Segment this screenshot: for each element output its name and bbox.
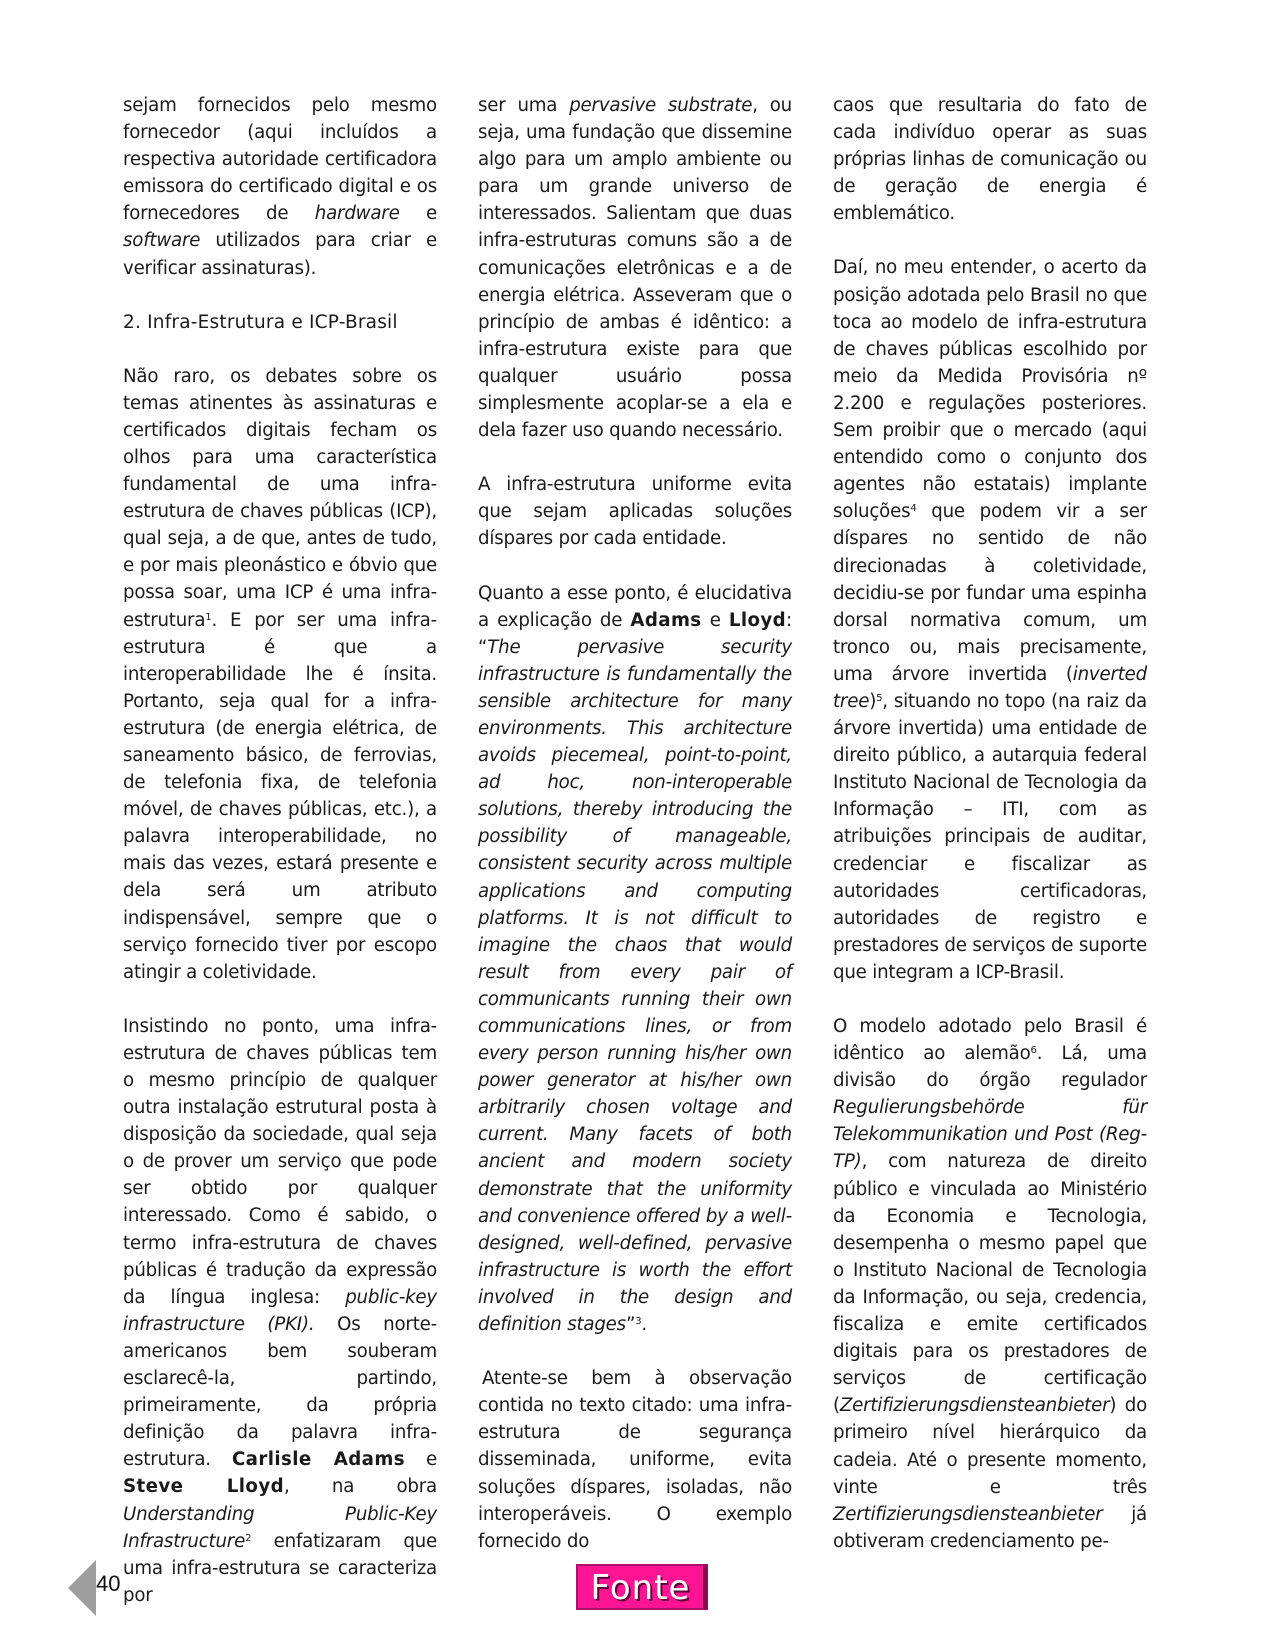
text: Não raro, os debates sobre os temas atinentes às assinaturas e certificados digitais fecham os olhos para uma característica fundamental de uma infra-estrutura de chaves públicas (ICP), qual seja, a de que, antes de tudo, e por mais pleonástico e óbvio que possa soar, uma ICP é uma infra-estrutura: [123, 365, 437, 631]
book-title: Understanding Public-Key Infrastructure: [123, 1503, 437, 1552]
text: Os norte-americanos bem souberam esclarecê-la, partindo, primeiramente, da própria definição da palavra infra-estrutura.: [123, 1313, 437, 1471]
paragraph: Atente-se bem à observação contida no texto citado: uma infra-estrutura de segurança disseminada, uniforme, evita soluções díspares, isoladas, não interoperáveis. O exemplo fornecido do: [478, 1368, 792, 1552]
text: Quanto a esse ponto, é elucidativa a explicação de: [478, 582, 792, 631]
emphasis: Zertifizierungsdiensteanbieter: [839, 1395, 1110, 1417]
text-column-3: [833, 92, 1147, 1582]
text: utilizados para criar e verificar assinaturas).: [123, 230, 437, 279]
paragraph: [478, 580, 792, 1339]
paragraph: caos que resultaria do fato de cada indivíduo operar as suas próprias linhas de comunicação ou de geração de energia é emblemático.: [833, 95, 1147, 225]
triangle-shape: [68, 1560, 96, 1616]
text: . E por ser uma infra-estrutura é que a interoperabilidade lhe é ínsita. Portanto, seja qual for a infra-estrutura (de energia elétrica, de saneamento básico, de ferrovias, de telefonia fixa, de telefonia móvel, de chaves públicas, etc.), a palavra interoperabilidade, no mais das vezes, estará presente e dela será um atributo indispensável, sempre que o serviço fornecido tiver por escopo atingir a coletividade.: [123, 609, 437, 983]
author-name: Carlisle Adams: [231, 1449, 405, 1471]
footnote-ref: 3: [635, 1316, 642, 1328]
text: .: [641, 1314, 647, 1336]
emphasis: hardware: [314, 203, 400, 225]
footnote-ref: 2: [245, 1532, 252, 1544]
text-column-1: [123, 92, 437, 1636]
text: ser uma: [478, 95, 558, 116]
author-name: Lloyd: [728, 609, 787, 631]
text: já obtiveram credenciamento pe-: [833, 1503, 1147, 1552]
emphasis: Zertifizierungsdiensteanbieter: [833, 1503, 1103, 1525]
emphasis: Regulierungsbehörde für Telekommunikation und Post (Reg-TP): [833, 1097, 1147, 1173]
paragraph: [833, 254, 1147, 986]
emphasis: inverted tree: [833, 663, 1147, 712]
text: : “: [478, 609, 792, 658]
paragraph: [123, 92, 437, 282]
footnote-ref: 5: [876, 692, 883, 704]
emphasis: public-key infrastructure (PKI).: [123, 1286, 437, 1335]
text: sejam fornecidos pelo mesmo fornecedor (aqui incluídos a respectiva autoridade certificadora emissora do certificado digital e os fornecedores de: [123, 95, 437, 225]
text: ”: [625, 1314, 636, 1336]
text: O modelo adotado pelo Brasil é idêntico ao alemão: [833, 1016, 1147, 1065]
text: e: [709, 609, 721, 631]
text: e: [426, 203, 437, 225]
paragraph: [478, 92, 792, 444]
text: . Lá, uma divisão do órgão regulador: [833, 1043, 1147, 1092]
text: , com natureza de direito público e vinculada ao Ministério da Economia e Tecnologia, desempenha o mesmo papel que o Instituto Nacional de Tecnologia da Informação, ou seja, credencia, fiscaliza e emite certificados digitais para os prestadores de serviços de certificação (: [833, 1151, 1147, 1417]
page-number: 40: [96, 1571, 121, 1596]
brand-logo: [576, 1564, 708, 1610]
text: ): [869, 690, 877, 712]
block-quote: The pervasive security infrastructure is fundamentally the sensible architecture for many environments. This architecture avoids piecemeal, point-to-point, ad hoc, non-interoperable solutions, thereby introducing the possibility of manageable, consistent security across multiple applications and computing platforms. It is not difficult to imagine the chaos that would result from every pair of communicants running their own communications lines, or from every person running his/her own power generator at his/her own arbitrarily chosen voltage and current. Many facets of both ancient and modern society demonstrate that the uniformity and convenience offered by a well-designed, well-defined, pervasive infrastructure is worth the effort involved in the design and definition stages: [478, 636, 792, 1336]
section-heading: 2. Infra-Estrutura e ICP-Brasil: [123, 311, 398, 333]
paragraph: [123, 1013, 437, 1609]
paragraph: A infra-estrutura uniforme evita que sejam aplicadas soluções díspares por cada entidade.: [478, 474, 792, 550]
text: , na obra: [284, 1476, 438, 1498]
author-name: Steve Lloyd: [123, 1476, 284, 1498]
text: e: [426, 1449, 437, 1471]
text: ) do primeiro nível hierárquico da cadeia. Até o presente momento, vinte e três: [833, 1395, 1147, 1498]
text: que podem vir a ser díspares no sentido de não direcionadas à coletividade, decidiu-se por fundar uma espinha dorsal normativa comum, um tronco ou, mais precisamente, uma árvore invertida (: [833, 501, 1147, 685]
text-column-2: [478, 92, 792, 1582]
paragraph: [123, 363, 437, 986]
footnote-ref: 6: [1030, 1045, 1037, 1057]
emphasis: software: [123, 230, 201, 252]
footnote-ref: 1: [205, 611, 212, 623]
text: enfatizaram que uma infra-estrutura se caracteriza por: [123, 1530, 437, 1606]
footnote-ref: 4: [910, 503, 917, 515]
author-name: Adams: [630, 609, 702, 631]
text: , situando no topo (na raiz da árvore invertida) uma entidade de direito público, a autarquia federal Instituto Nacional de Tecnologia da Informação – ITI, com as atribuições principais de auditar, credenciar e fiscalizar as autoridades certificadoras, autoridades de registro e prestadores de serviços de suporte que integram a ICP-Brasil.: [833, 690, 1147, 983]
text: Insistindo no ponto, uma infra-estrutura de chaves públicas tem o mesmo princípio de qualquer outra instalação estrutural posta à disposição da sociedade, qual seja o de prover um serviço que pode ser obtido por qualquer interessado. Como é sabido, o termo infra-estrutura de chaves públicas é tradução da expressão da língua inglesa:: [123, 1015, 437, 1308]
text: , ou seja, uma fundação que dissemine algo para um amplo ambiente ou para um grande universo de interessados. Salientam que duas infra-estruturas comuns são a de comunicações eletrônicas e a de energia elétrica. Asseveram que o princípio de ambas é idêntico: a infra-estrutura existe para que qualquer usuário possa simplesmente acoplar-se a ela e dela fazer uso quando necessário.: [478, 95, 792, 442]
text: Daí, no meu entender, o acerto da posição adotada pelo Brasil no que toca ao modelo de infra-estrutura de chaves públicas escolhido por meio da Medida Provisória nº 2.200 e regulações posteriores. Sem proibir que o mercado (aqui entendido como o conjunto dos agentes não estatais) implante soluções: [833, 257, 1147, 523]
paragraph: [833, 1013, 1147, 1555]
brand-logo-text: Fonte: [590, 1568, 691, 1608]
emphasis: pervasive substrate: [569, 95, 753, 116]
